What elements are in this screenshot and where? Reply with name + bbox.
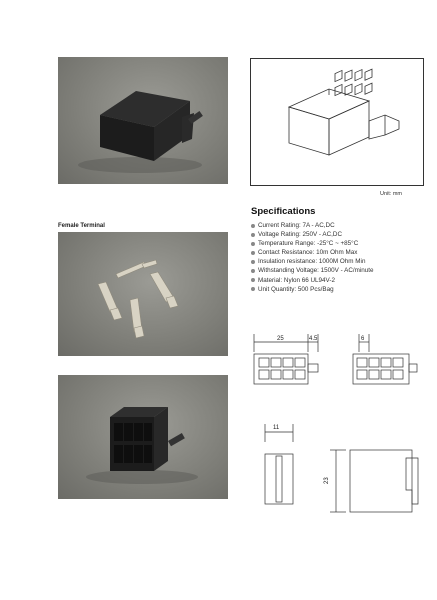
connector-photo-rear [58, 375, 228, 499]
dim-latch-label: 4.5 [309, 336, 318, 342]
spec-current-rating: Current Rating: 7A - AC,DC [251, 221, 374, 230]
terminals-photo [58, 232, 228, 356]
specifications-list [251, 221, 374, 294]
spec-unit-quantity: Unit Quantity: 500 Pcs/Bag [251, 285, 374, 294]
female-terminal-label: Female Terminal [58, 223, 105, 229]
dim-depth-label: 11 [273, 425, 280, 431]
front-view-drawing [250, 330, 330, 390]
connector-rear-image [58, 375, 228, 499]
dim-pitch-label: 6 [361, 336, 365, 342]
dim-height-label: 23 [324, 477, 330, 484]
unit-label: Unit: mm [380, 191, 402, 197]
spec-material: Material: Nylon 66 UL94V-2 [251, 276, 374, 285]
connector-housing-image [58, 57, 228, 184]
spec-voltage-rating: Voltage Rating: 250V - AC,DC [251, 230, 374, 239]
rear-view-drawing [345, 330, 425, 390]
dim-width-label: 25 [277, 336, 284, 342]
connector-isometric-sketch [251, 59, 423, 185]
terminal-pins-image [58, 232, 228, 356]
connector-photo-top [58, 57, 228, 184]
spec-temperature-range: Temperature Range: -25°C ~ +85°C [251, 239, 374, 248]
top-view-drawing [320, 440, 420, 520]
isometric-drawing [250, 58, 424, 186]
specifications-title: Specifications [251, 206, 316, 217]
spec-insulation-resistance: Insulation resistance: 1000M Ohm Min [251, 257, 374, 266]
spec-contact-resistance: Contact Resistance: 10m Ohm Max [251, 248, 374, 257]
spec-withstanding-voltage: Withstanding Voltage: 1500V - AC/minute [251, 266, 374, 275]
side-view-drawing [255, 420, 305, 510]
